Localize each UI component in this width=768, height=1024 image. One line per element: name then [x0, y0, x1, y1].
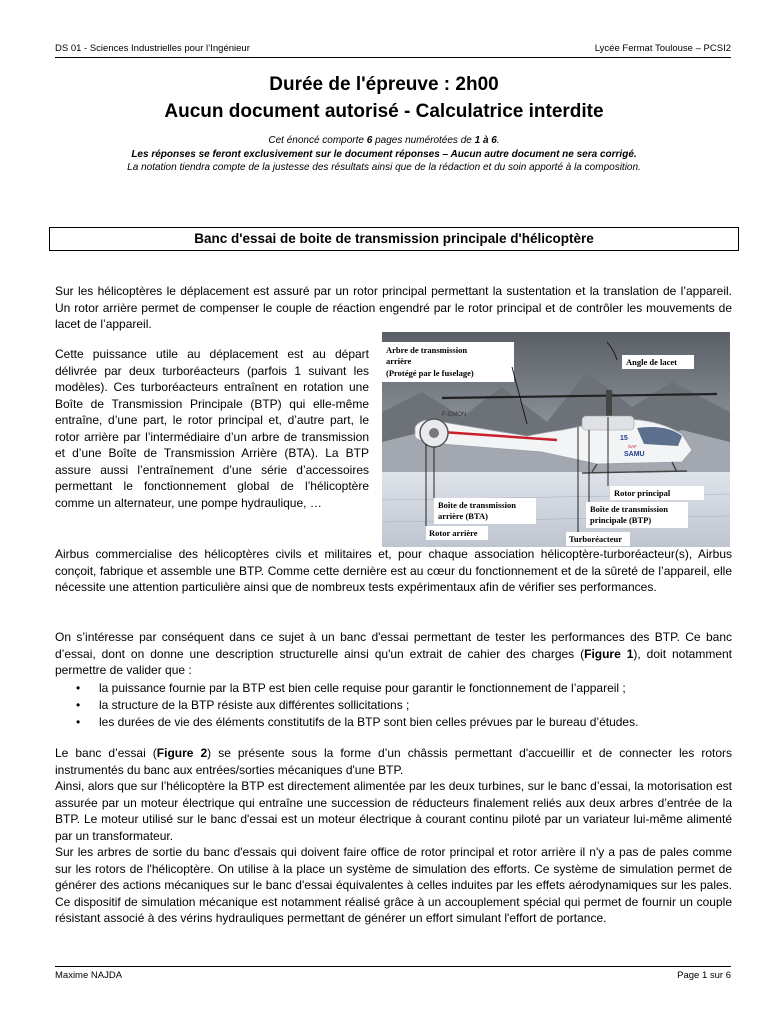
registration-marking: F-GMON [442, 412, 467, 418]
paragraph-power: Cette puissance utile au déplacement est au départ délivrée par deux turboréacteurs (parfois 1 suivant les modèles). Ces turboréacteurs entraînent en rotation une Boîte de Transmission Principale (BTP) qui elle-même entraîne, d’une part, le rotor principal et, d’autre part, le rotor arrière par l’intermédiaire d’un arbre de transmission et d’une Boîte de Transmission Arrière (BTA). La BTP assure aussi l’entraînement d’une série d’accessoires permettant le fonctionnement global de l’hélicoptère comme un alternateur, une pompe hydraulique, … [55, 347, 369, 510]
number-marking: 15 [620, 435, 628, 442]
exam-duration-title: Durée de l'épreuve : 2h00 [269, 74, 499, 95]
list-item: • la puissance fournie par la BTP est bien celle requise pour garantir le fonctionnement de l’appareil ; [76, 680, 732, 697]
saf-marking: SAF [628, 444, 637, 449]
helicopter-figure [382, 332, 730, 547]
footer-author: Maxime NAJDA [55, 970, 123, 981]
label-arbre-line1: Arbre de transmission [386, 345, 468, 355]
label-arbre-line3: (Protégé par le fuselage) [386, 368, 474, 378]
notice-pages: Cet énoncé comporte 6 pages numérotées de 1 à 6. [268, 135, 500, 146]
list-item: • la structure de la BTP résiste aux différentes sollicitations ; [76, 697, 732, 714]
page-header [55, 41, 731, 58]
paragraph-motorisation: Ainsi, alors que sur l’hélicoptère la BTP est directement alimentée par les deux turbines, sur le banc d’essai, la motorisation est assurée par un moteur électrique qui entraîne une succession de réducteurs finalement reliés aux deux arbres d’entrée de la BTP. Le moteur utilisé sur le banc d'essai est un moteur électrique à courant continu piloté par un variateur lui-même alimenté par un transformateur. [55, 779, 732, 843]
label-btp-line1: Boîte de transmission [590, 504, 668, 514]
header-right: Lycée Fermat Toulouse – PCSI2 [594, 43, 731, 54]
paragraph-test-bench: On s’intéresse par conséquent dans ce sujet à un banc d'essai permettant de tester les performances des BTP. Ce banc d’essai, dont on donne une description structurelle ainsi qu'un extrait de cahier des charges (Figure 1), doit notamment permettre de valider que : [55, 630, 732, 677]
paragraph-airbus: Airbus commercialise des hélicoptères civils et militaires et, pour chaque association hélicoptère-turboréacteur(s), Airbus conçoit, fabrique et assemble une BTP. Comme cette dernière est au cœur du fonctionnement et de la sûreté de l’appareil, elle nécessite une attention particulière ainsi que de nombreux tests expérimentaux afin de vérifier ses performances. [55, 547, 732, 594]
label-bta-line1: Boîte de transmission [438, 500, 516, 510]
validation-list [76, 680, 732, 731]
label-btp-line2: principale (BTP) [590, 515, 652, 525]
list-item: • les durées de vie des éléments constitutifs de la BTP sont bien celles prévues par le bureau d’études. [76, 714, 732, 731]
label-rotor-arriere: Rotor arrière [429, 528, 478, 538]
paragraph-chassis: Le banc d’essai (Figure 2) se présente sous la forme d’un châssis permettant d'accueillir et de connecter les rotors instrumentés du banc aux entrées/sorties mécaniques d'une BTP. [55, 746, 732, 777]
section-title: Banc d'essai de boite de transmission principale d'hélicoptère [49, 227, 739, 251]
label-turboreacteur: Turboréacteur [569, 534, 623, 544]
notice-grading: La notation tiendra compte de la justesse des résultats ainsi que de la rédaction et du soin apporté à la composition. [127, 162, 641, 173]
figure-1-ref: Figure 1 [584, 646, 634, 661]
figure-2-ref: Figure 2 [156, 746, 208, 760]
label-rotor-principal: Rotor principal [614, 488, 671, 498]
paragraph-bench-description [55, 745, 732, 927]
exam-rules-title: Aucun document autorisé - Calculatrice interdite [164, 101, 604, 122]
paragraph-intro: Sur les hélicoptères le déplacement est assuré par un rotor principal permettant la sustentation et la translation de l’appareil. Un rotor arrière permet de compenser le couple de réaction engendré par le rotor principal et de contrôler les mouvements de lacet de l’appareil. [55, 284, 732, 331]
label-angle-lacet: Angle de lacet [626, 357, 677, 367]
header-left: DS 01 - Sciences Industrielles pour l’Ingénieur [55, 43, 250, 54]
paragraph-simulation: Sur les arbres de sortie du banc d'essais qui doivent faire office de rotor principal et rotor arrière il n'y a pas de pales comme sur les rotors de l'hélicoptère. On utilise à la place un système de simulation des efforts. Ce système de simulation permet de générer des actions mécaniques sur le banc d'essai équivalentes à celles induites par les effets aérodynamiques sur les pales. Ce dispositif de simulation mécanique est notamment réalisé grâce à un accouplement spécial qui permet de fournir un couple résistant associé à des vérins hydrauliques permettant de générer un effort simulant l'effort de portance. [55, 845, 732, 925]
footer-page-number: Page 1 sur 6 [677, 970, 731, 981]
page-footer [55, 966, 731, 983]
notice-answers: Les réponses se feront exclusivement sur le document réponses – Aucun autre document ne sera corrigé. [131, 149, 637, 160]
label-bta-line2: arrière (BTA) [438, 511, 488, 521]
label-arbre-line2: arrière [386, 356, 412, 366]
samu-marking: SAMU [624, 451, 645, 458]
